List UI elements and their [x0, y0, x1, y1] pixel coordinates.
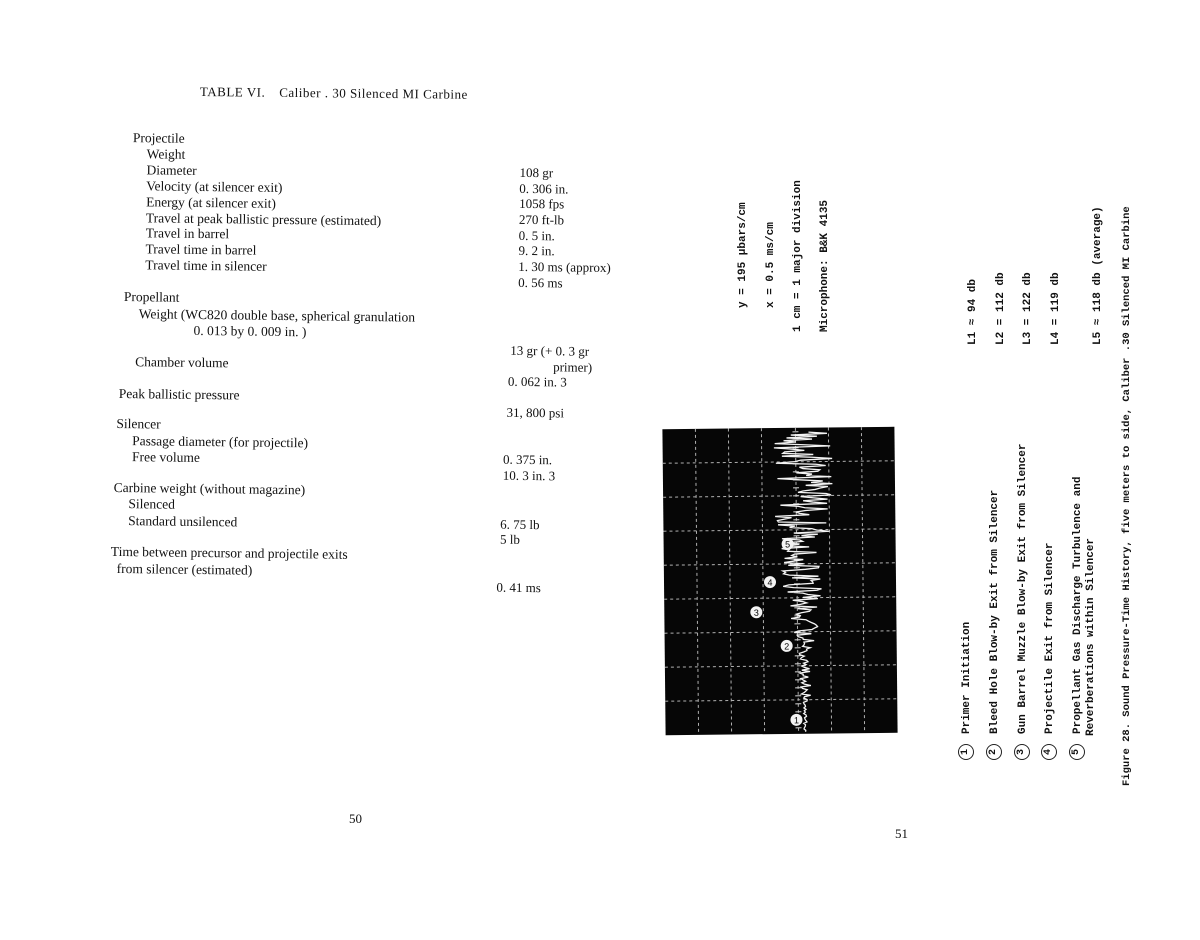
row-value: primer)	[553, 359, 592, 375]
row-label: 0. 013 by 0. 009 in. )	[193, 323, 306, 340]
legend-text: Bleed Hole Blow-by Exit from Silencer	[989, 490, 1001, 734]
trace-marker-label: 4	[767, 578, 772, 588]
section-silencer: Silencer	[116, 416, 160, 433]
section-carbine-weight: Carbine weight (without magazine)	[114, 480, 306, 498]
legend-item	[958, 622, 974, 760]
grid-line-vertical	[695, 429, 698, 735]
oscillogram	[662, 427, 897, 735]
grid-line-horizontal	[665, 699, 897, 701]
row-value: 31, 800 psi	[506, 405, 564, 422]
row-label: Travel time in silencer	[145, 257, 267, 274]
row-value: 0. 375 in.	[503, 452, 552, 469]
section-propellant: Propellant	[124, 289, 180, 306]
row-value: 0. 5 in.	[519, 228, 555, 244]
legend-text: Projectile Exit from Silencer	[1044, 543, 1056, 734]
row-label: from silencer (estimated)	[117, 561, 253, 579]
legend-item	[1014, 444, 1030, 760]
trace-marker-4	[764, 576, 776, 588]
row-label: Travel in barrel	[146, 225, 230, 242]
row-label: Time between precursor and projectile exits	[111, 544, 348, 563]
level-l2: L2 = 112 db	[995, 272, 1007, 345]
legend-item	[986, 490, 1002, 760]
row-label: Standard unsilenced	[128, 513, 237, 530]
row-label: Travel time in barrel	[145, 241, 256, 258]
row-value: 0. 56 ms	[518, 275, 563, 292]
row-label: Silenced	[128, 496, 175, 513]
grid-line-vertical	[828, 427, 831, 733]
legend-number: 3	[1014, 744, 1030, 760]
trace-marker-label: 2	[784, 641, 789, 651]
row-label: Peak ballistic pressure	[119, 386, 240, 403]
legend-text: Gun Barrel Muzzle Blow-by Exit from Silencer	[1017, 444, 1029, 734]
row-value: 0. 41 ms	[496, 580, 541, 597]
legend-item-cont	[1085, 538, 1097, 736]
row-label: Weight	[147, 146, 186, 162]
row-label: Passage diameter (for projectile)	[132, 433, 308, 451]
row-value: 1058 fps	[519, 196, 564, 213]
grid-line-horizontal	[665, 631, 897, 633]
scope-microphone: Microphone: B&K 4135	[819, 200, 831, 332]
grid-line-horizontal	[664, 563, 896, 565]
legend-text: Propellant Gas Discharge Turbulence and	[1072, 477, 1084, 734]
oscillogram-graphic	[662, 427, 897, 735]
legend-number: 5	[1069, 744, 1085, 760]
level-l3: L3 = 122 db	[1022, 272, 1034, 345]
row-value: 270 ft-lb	[519, 212, 564, 229]
row-value: 0. 306 in.	[519, 181, 568, 198]
row-label: Diameter	[146, 162, 196, 179]
legend-number: 4	[1041, 744, 1057, 760]
trace-marker-label: 5	[785, 539, 790, 549]
grid-line-horizontal	[664, 597, 896, 599]
level-l1: L1 ≈ 94 db	[967, 279, 979, 345]
row-label: Free volume	[132, 449, 200, 466]
pressure-trace	[774, 432, 835, 732]
level-l5: L5 ≈ 118 db (average)	[1092, 206, 1104, 345]
grid-line-vertical	[728, 429, 731, 735]
row-value: 6. 75 lb	[500, 517, 540, 533]
table-caption: Caliber . 30 Silenced MI Carbine	[279, 85, 468, 102]
trace-marker-3	[750, 606, 762, 618]
row-value: 0. 062 in. 3	[508, 374, 567, 391]
trace-marker-label: 3	[754, 608, 759, 618]
legend-item	[1069, 477, 1085, 760]
legend-text: Primer Initiation	[961, 622, 973, 734]
row-value: 10. 3 in. 3	[503, 468, 556, 485]
legend-number: 1	[958, 744, 974, 760]
page-number-left: 50	[349, 811, 362, 827]
row-value: 1. 30 ms (approx)	[518, 259, 611, 276]
section-projectile: Projectile	[133, 130, 185, 147]
legend-item	[1041, 543, 1057, 760]
row-value: 9. 2 in.	[518, 243, 554, 259]
grid-line-horizontal	[665, 665, 897, 667]
level-l4: L4 = 119 db	[1050, 272, 1062, 345]
scope-division: 1 cm = 1 major division	[792, 180, 804, 332]
scope-y-scale: y = 195 µbars/cm	[737, 202, 749, 308]
figure-caption: Figure 28. Sound Pressure-Time History, five meters to side, Caliber .30 Silenced MI Carbine	[1121, 206, 1133, 786]
row-value: 108 gr	[519, 165, 553, 181]
trace-marker-2	[781, 640, 793, 652]
row-label: Travel at peak ballistic pressure (estimated)	[146, 210, 381, 229]
legend-text: Reverberations within Silencer	[1085, 538, 1097, 736]
scope-x-scale: x = 0.5 ms/cm	[765, 222, 777, 308]
page-number-right: 51	[895, 826, 908, 842]
row-label: Chamber volume	[135, 354, 229, 371]
table-label: TABLE VI.	[200, 84, 265, 100]
row-label: Energy (at silencer exit)	[146, 194, 276, 212]
row-value: 5 lb	[500, 532, 520, 548]
row-label: Weight (WC820 double base, spherical granulation	[139, 306, 416, 325]
grid-line-horizontal	[663, 495, 895, 497]
legend-number: 2	[986, 744, 1002, 760]
grid-line-horizontal	[663, 529, 895, 531]
grid-line-vertical	[861, 427, 864, 733]
row-value: 13 gr (+ 0. 3 gr	[510, 343, 589, 360]
trace-marker-label: 1	[794, 715, 799, 725]
row-label: Velocity (at silencer exit)	[146, 178, 282, 196]
trace-marker-1	[790, 714, 802, 726]
